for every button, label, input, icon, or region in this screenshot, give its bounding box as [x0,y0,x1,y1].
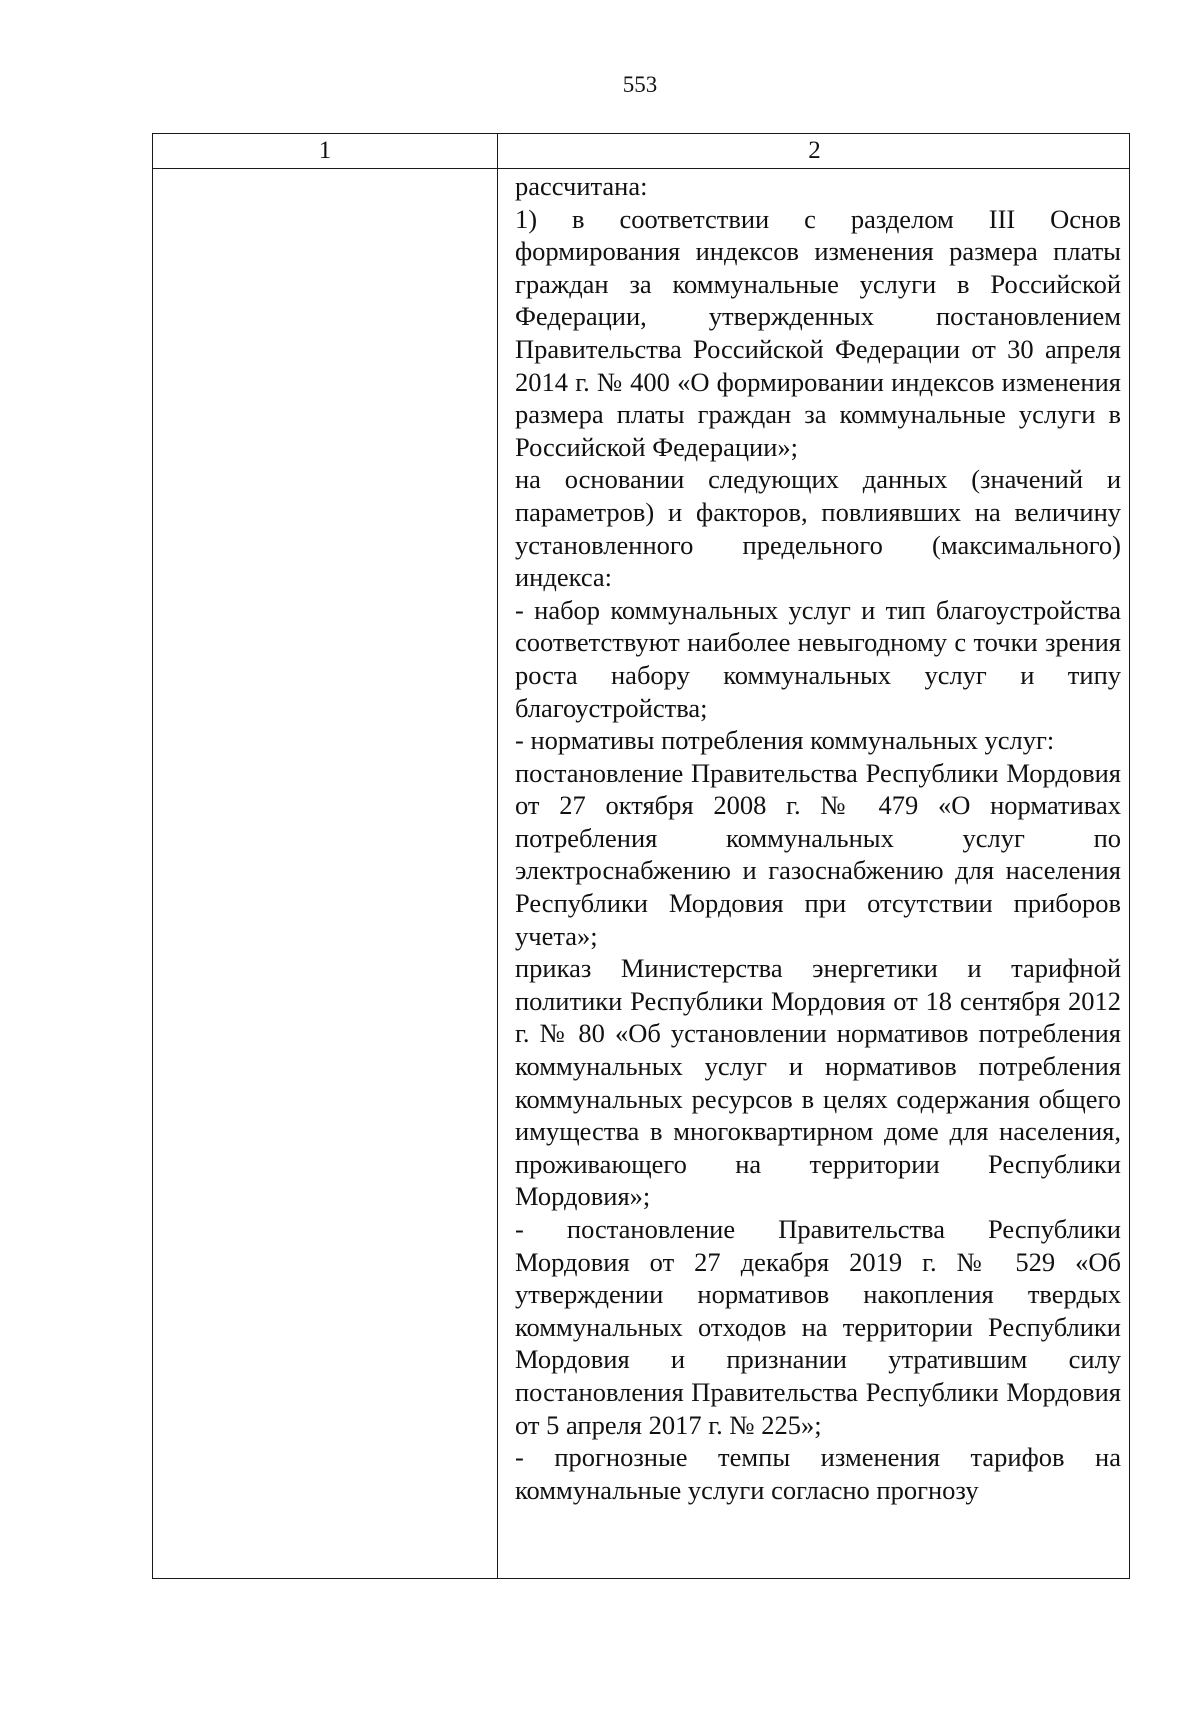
page-number: 553 [622,72,658,97]
paragraph-services-set: - набор коммунальных услуг и тип благоустройства соответствуют наиболее невыгодному с точки зрения роста набору коммунальных услуг и типу благоустройства; [515,594,1121,723]
column-2-header: 2 [808,137,821,164]
column-divider [497,134,498,1578]
paragraph-data-and-factors: на основании следующих данных (значений и параметров) и факторов, повлиявших на величину установленного предельного (максимального) индекса: [515,464,1121,593]
column-1-cell [153,169,497,1578]
table-header-row [153,134,1129,169]
paragraph-consumption-norms: - нормативы потребления коммунальных услуг: [515,725,1055,756]
paragraph-resolution-479: постановление Правительства Республики Мордовия от 27 октября 2008 г. № 479 «О нормативах потребления коммунальных услуг по электроснабжению и газоснабжению для населения Республики Мордовия при отсутствии приборов учета»; [515,757,1121,951]
paragraph-resolution-529: - постановление Правительства Республики Мордовия от 27 декабря 2019 г. № 529 «Об утверждении нормативов накопления твердых коммунальных отходов на территории Республики Мордовия и признании утратившим силу постановления Правительства Республики Мордовия от 5 апреля 2017 г. № 225»; [515,1214,1121,1440]
paragraph-section-iii-basis: 1) в соответствии с разделом III Основ формирования индексов изменения размера платы граждан за коммунальные услуги в Российской Федерации, утвержденных постановлением Правительства Российской Федерации от 30 апреля 2014 г. № 400 «О формировании индексов изменения размера платы граждан за коммунальные услуги в Российской Федерации»; [515,203,1121,462]
paragraph-order-80: приказ Министерства энергетики и тарифной политики Республики Мордовия от 18 сентября 2012 г. № 80 «Об установлении нормативов потребления коммунальных услуг и нормативов потребления коммунальных ресурсов в целях содержания общего имущества в многоквартирном доме для населения, проживающего на территории Республики Мордовия»; [515,953,1121,1212]
paragraph-calculated: рассчитана: [515,171,648,201]
document-table [152,133,1130,1579]
paragraph-tariff-forecast: - прогнозные темпы изменения тарифов на коммунальные услуги согласно прогнозу [515,1442,1121,1505]
column-1-header: 1 [318,137,332,164]
column-2-cell [515,170,1121,1506]
